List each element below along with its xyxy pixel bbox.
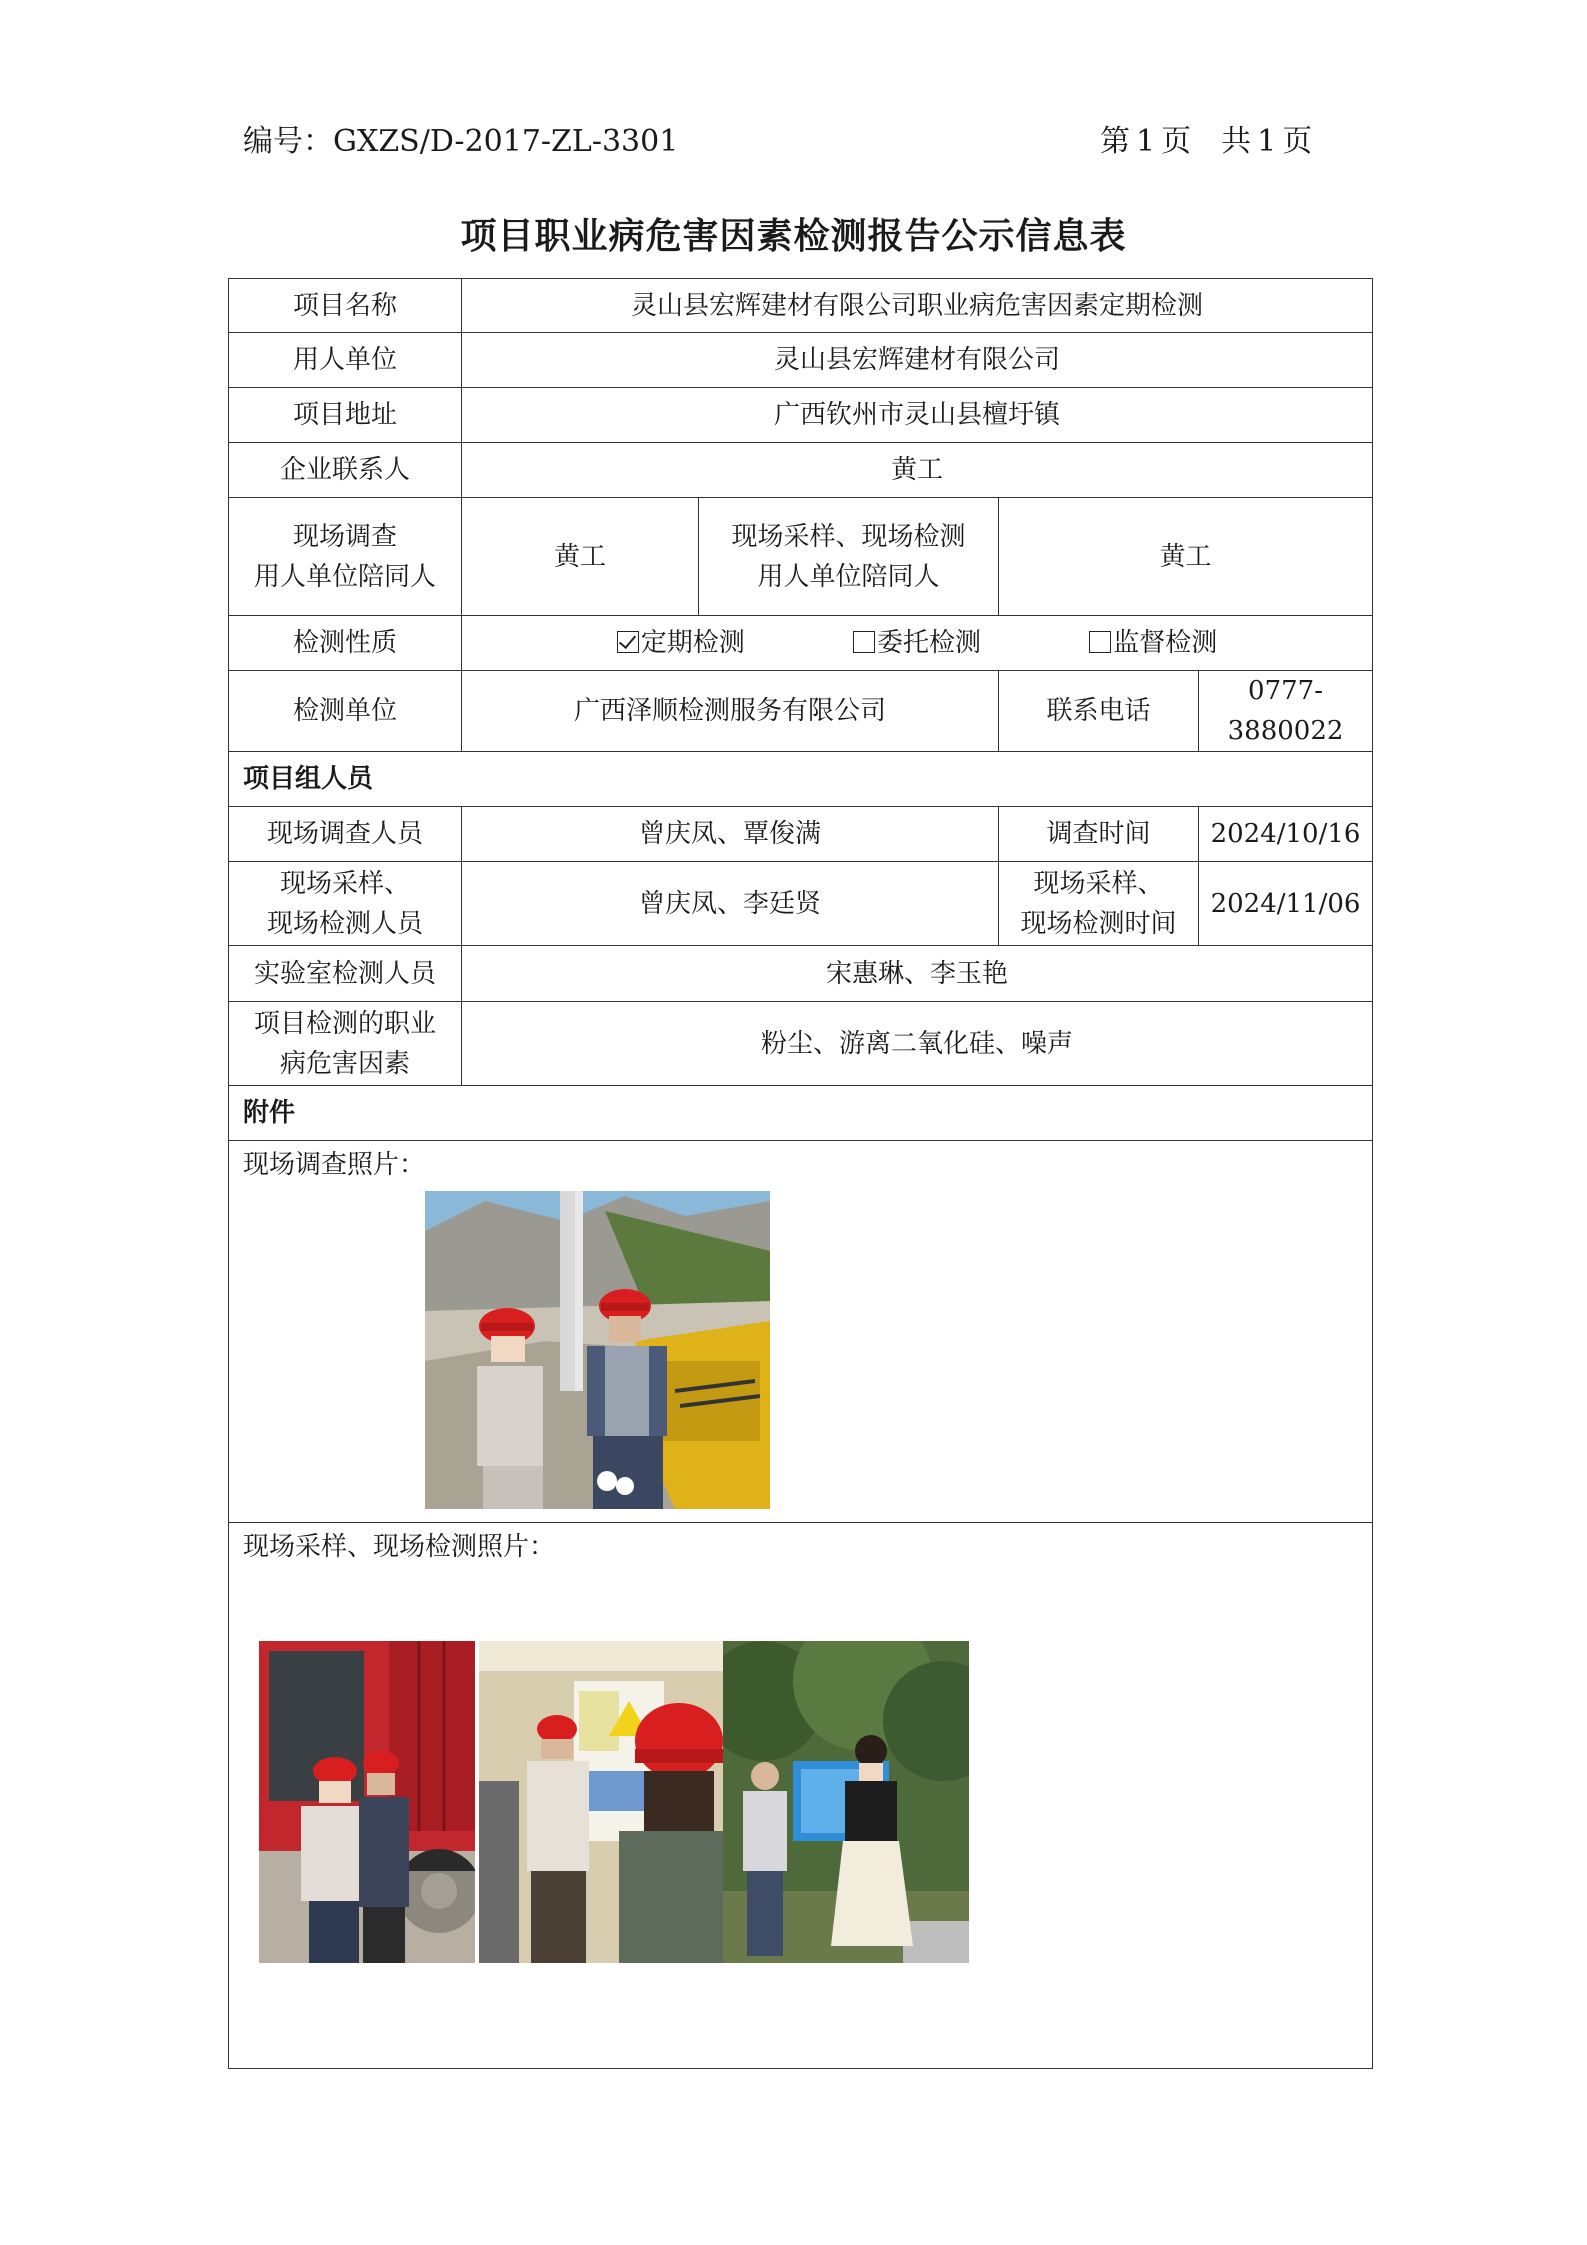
value-sampling-staff: 曾庆凤、李廷贤 [462, 862, 999, 946]
value-survey-staff: 曾庆凤、覃俊满 [462, 807, 999, 862]
label-contact: 企业联系人 [229, 443, 462, 498]
label-survey-staff: 现场调查人员 [229, 807, 462, 862]
value-survey-time: 2024/10/16 [1199, 807, 1373, 862]
section-team: 项目组人员 [229, 752, 1373, 807]
nature-options [462, 616, 1373, 671]
label-sampling-escort: 现场采样、现场检测 用人单位陪同人 [699, 498, 999, 616]
checkbox-empty-icon [853, 631, 875, 653]
row-project-name [229, 279, 1373, 333]
sampling-photo-outdoor [723, 1641, 969, 1963]
sampling-photos-label: 现场采样、现场检测照片： [243, 1532, 556, 1562]
row-lab-staff [229, 946, 1373, 1002]
row-survey-staff [229, 807, 1373, 862]
label-sampling-time: 现场采样、 现场检测时间 [999, 862, 1199, 946]
row-attachment-section [229, 1086, 1373, 1141]
value-agency: 广西泽顺检测服务有限公司 [462, 671, 999, 752]
sampling-photos-cell [229, 1523, 1373, 2069]
value-sampling-escort: 黄工 [999, 498, 1373, 616]
row-sampling-staff [229, 862, 1373, 946]
row-survey-photos [229, 1141, 1373, 1523]
survey-photo [425, 1191, 770, 1509]
label-lab-staff: 实验室检测人员 [229, 946, 462, 1002]
label-employer: 用人单位 [229, 333, 462, 388]
value-sampling-time: 2024/11/06 [1199, 862, 1373, 946]
sampling-photo-indoor [479, 1641, 723, 1963]
page-title: 项目职业病危害因素检测报告公示信息表 [460, 215, 1127, 257]
row-employer [229, 333, 1373, 388]
row-hazards [229, 1002, 1373, 1086]
survey-photos-cell [229, 1141, 1373, 1523]
info-table [228, 278, 1373, 2069]
row-nature [229, 616, 1373, 671]
value-phone: 0777-3880022 [1199, 671, 1373, 752]
label-phone: 联系电话 [999, 671, 1199, 752]
document-number: 编号：GXZS/D-2017-ZL-3301 [243, 124, 679, 159]
row-sampling-photos [229, 1523, 1373, 2069]
label-hazards: 项目检测的职业 病危害因素 [229, 1002, 462, 1086]
sampling-photo-truck [259, 1641, 475, 1963]
page-info: 第 1 页 共 1 页 [1100, 124, 1313, 159]
row-contact [229, 443, 1373, 498]
label-address: 项目地址 [229, 388, 462, 443]
value-project-name: 灵山县宏辉建材有限公司职业病危害因素定期检测 [462, 279, 1373, 333]
survey-photos-label: 现场调查照片： [243, 1150, 426, 1180]
value-contact: 黄工 [462, 443, 1373, 498]
value-address: 广西钦州市灵山县檀圩镇 [462, 388, 1373, 443]
row-escorts [229, 498, 1373, 616]
option-periodic[interactable]: 定期检测 [617, 623, 745, 663]
label-agency: 检测单位 [229, 671, 462, 752]
section-attachment: 附件 [229, 1086, 1373, 1141]
value-survey-escort: 黄工 [462, 498, 699, 616]
value-employer: 灵山县宏辉建材有限公司 [462, 333, 1373, 388]
row-address [229, 388, 1373, 443]
label-sampling-staff: 现场采样、 现场检测人员 [229, 862, 462, 946]
checkbox-checked-icon [617, 631, 639, 653]
value-lab-staff: 宋惠琳、李玉艳 [462, 946, 1373, 1002]
row-team-section [229, 752, 1373, 807]
option-supervision[interactable]: 监督检测 [1089, 623, 1217, 663]
label-nature: 检测性质 [229, 616, 462, 671]
row-agency [229, 671, 1373, 752]
label-survey-time: 调查时间 [999, 807, 1199, 862]
option-commissioned[interactable]: 委托检测 [853, 623, 981, 663]
label-survey-escort: 现场调查 用人单位陪同人 [229, 498, 462, 616]
value-hazards: 粉尘、游离二氧化硅、噪声 [462, 1002, 1373, 1086]
checkbox-empty-icon [1089, 631, 1111, 653]
label-project-name: 项目名称 [229, 279, 462, 333]
